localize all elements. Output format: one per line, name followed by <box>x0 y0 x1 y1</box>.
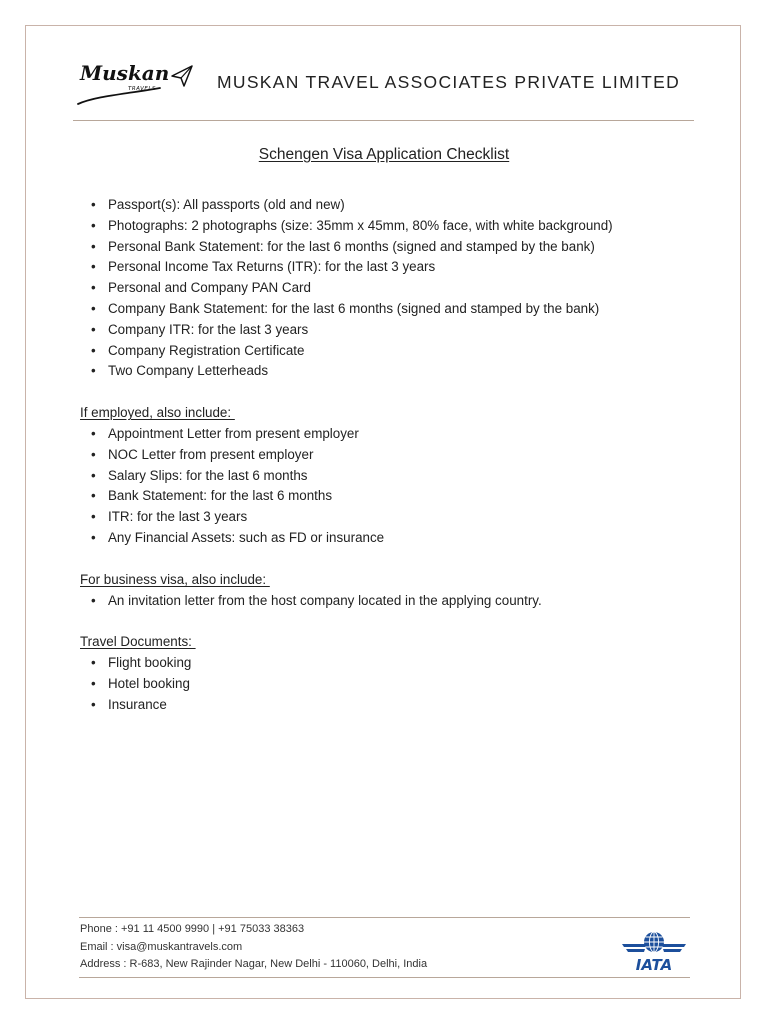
list-item: • Passport(s): All passports (old and new) <box>108 195 700 216</box>
list-item: • Personal and Company PAN Card <box>108 278 700 299</box>
list-item: • NOC Letter from present employer <box>108 445 700 466</box>
contact-info <box>80 921 427 974</box>
list-item: • Company ITR: for the last 3 years <box>108 320 700 341</box>
page-title: Schengen Visa Application Checklist <box>258 146 510 163</box>
paper-plane-icon <box>172 66 192 86</box>
main-checklist <box>80 195 700 382</box>
list-item: • Two Company Letterheads <box>108 361 700 382</box>
logo-text: Muskan <box>80 61 170 85</box>
email-text: Email : visa@muskantravels.com <box>80 940 243 953</box>
list-item: • Insurance <box>108 695 700 716</box>
travel-checklist <box>80 653 700 715</box>
logo-subtext: TRAVELS <box>128 86 156 92</box>
list-item: • Salary Slips: for the last 6 months <box>108 466 700 487</box>
list-item: • Appointment Letter from present employer <box>108 424 700 445</box>
phone-text: Phone : +91 11 4500 9990 | +91 75033 38363 <box>80 923 305 935</box>
list-item: • Bank Statement: for the last 6 months <box>108 486 700 507</box>
list-item: • Personal Bank Statement: for the last 6 months (signed and stamped by the bank) <box>108 237 700 258</box>
company-name: MUSKAN TRAVEL ASSOCIATES PRIVATE LIMITED <box>217 72 681 92</box>
logo-swoosh <box>78 88 160 104</box>
wing-left-2 <box>626 949 645 952</box>
wing-left-1 <box>622 944 646 947</box>
letterhead <box>76 56 694 122</box>
checklist <box>80 195 700 716</box>
muskan-logo <box>76 56 200 112</box>
wing-right-2 <box>663 949 682 952</box>
list-item: • Any Financial Assets: such as FD or insurance <box>108 528 700 549</box>
iata-logo <box>618 926 690 974</box>
footer-divider-top <box>79 917 690 918</box>
list-item: • Flight booking <box>108 653 700 674</box>
iata-text: IATA <box>635 956 673 974</box>
list-item: • Company Bank Statement: for the last 6 months (signed and stamped by the bank) <box>108 299 700 320</box>
business-checklist <box>80 591 700 612</box>
employed-heading: If employed, also include: <box>80 405 235 421</box>
list-item: • An invitation letter from the host company located in the applying country. <box>108 591 700 612</box>
wing-right-1 <box>662 944 686 947</box>
header-divider <box>73 120 694 121</box>
list-item: • Hotel booking <box>108 674 700 695</box>
employed-checklist <box>80 424 700 549</box>
list-item: • Company Registration Certificate <box>108 341 700 362</box>
footer-divider-bottom <box>79 977 690 978</box>
list-item: • Personal Income Tax Returns (ITR): for the last 3 years <box>108 257 700 278</box>
business-heading: For business visa, also include: <box>80 571 270 587</box>
list-item: • Photographs: 2 photographs (size: 35mm x 45mm, 80% face, with white background) <box>108 216 700 237</box>
address-text: Address : R-683, New Rajinder Nagar, New Delhi - 110060, Delhi, India <box>80 958 428 970</box>
list-item: • ITR: for the last 3 years <box>108 507 700 528</box>
travel-heading: Travel Documents: <box>80 634 196 650</box>
